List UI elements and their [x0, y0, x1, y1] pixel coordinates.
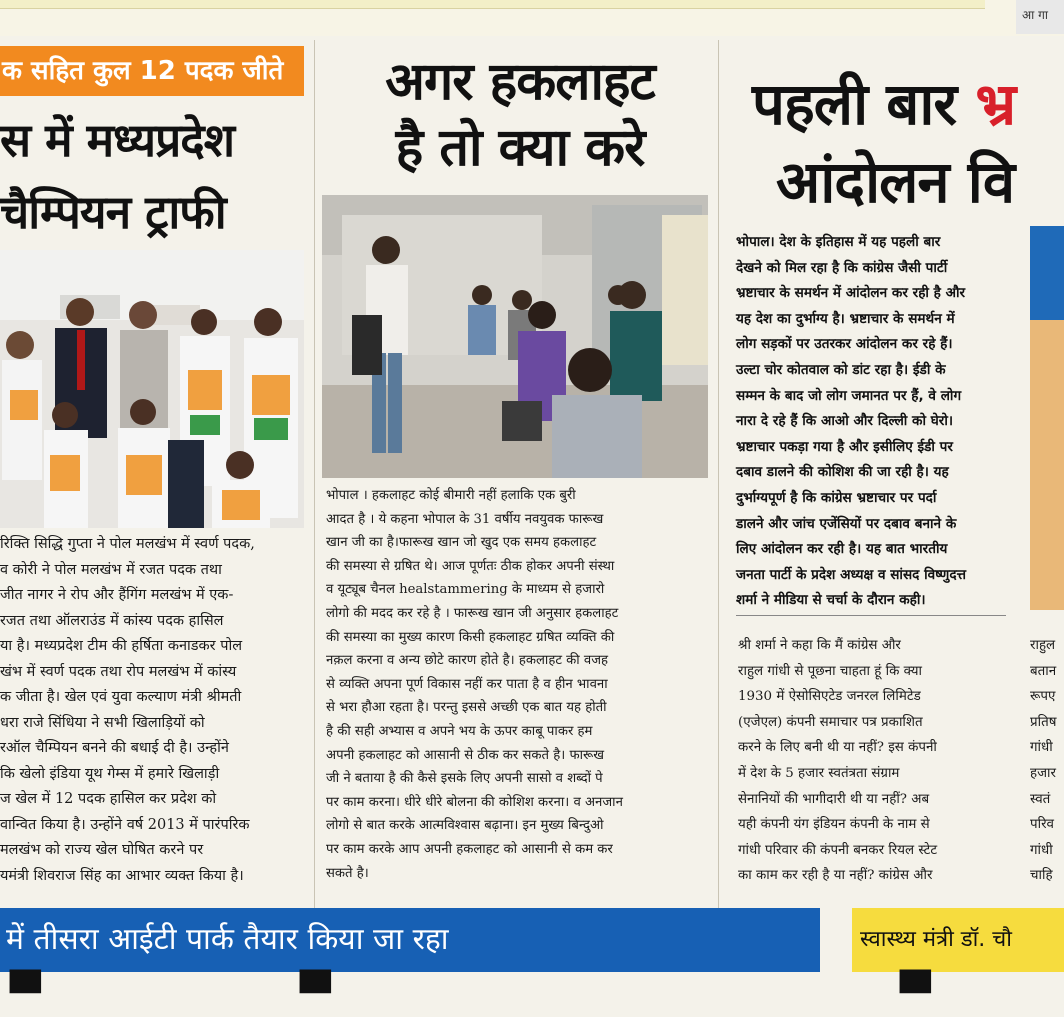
- right-article-body: [738, 633, 1010, 903]
- right-headline-text: [752, 70, 1015, 138]
- text-line: देखने को मिल रहा है कि कांग्रेस जैसी पार्टी: [736, 259, 948, 276]
- previous-article-edge: [0, 0, 985, 9]
- left-banner: क सहित कुल 12 पदक जीते: [0, 46, 304, 96]
- text-line: यह देश का दुर्भाग्य है। भ्रष्टाचार के समर्थन में: [736, 310, 955, 327]
- lead-divider: [736, 615, 1006, 616]
- text-line: भ्रष्टाचार पकड़ा गया है और इसीलिए ईडी पर: [736, 438, 953, 455]
- column-divider: [314, 40, 315, 910]
- next-headline-edge: [0, 971, 1064, 1017]
- text-line: पर काम करके आप अपनी हकलाहट को आसानी से कम कर: [326, 841, 613, 857]
- text-line: जीत नागर ने रोप और हैंगिंग मलखंभ में एक-: [0, 587, 234, 603]
- left-headline-line-1: स में मध्यप्रदेश: [0, 113, 234, 167]
- text-line: व कोरी ने पोल मलखंभ में रजत पदक तथा: [0, 561, 222, 578]
- right-edge-photo-top: [1030, 226, 1064, 320]
- text-line: गांधी परिवार की कंपनी बनकर रियल स्टेट: [738, 842, 938, 858]
- text-line: लोगो से बात करके आत्मविश्वास बढ़ाना। इन मुख्य बिन्दुओ: [326, 818, 604, 834]
- text-line: लोगो की मदद कर रहे है । फारूख खान जी अनुसार हकलाहट: [326, 605, 619, 621]
- text-line: आदत है । ये कहना भोपाल के 31 वर्षीय नवयुवक फारूख: [326, 511, 604, 527]
- text-line: या है। मध्यप्रदेश टीम की हर्षिता कनाडकर पोल: [0, 638, 243, 654]
- middle-headline-line-1: अगर हकलाहट: [385, 52, 655, 112]
- text-line: बतान: [1030, 663, 1057, 679]
- left-photo-athletes: [0, 250, 304, 528]
- text-line: धरा राजे सिंधिया ने सभी खिलाड़ियों को: [0, 714, 205, 731]
- text-line: से भरा हौआ रहता है। परन्तु इससे अच्छी एक बात यह होती: [326, 700, 607, 716]
- text-line: का काम कर रही है या नहीं? कांग्रेस और: [738, 868, 933, 884]
- cut-glyph: ▀: [10, 971, 41, 1017]
- text-line: रिक्ति सिद्धि गुप्ता ने पोल मलखंभ में स्वर्ण पदक,: [0, 536, 255, 552]
- top-right-tag: आ गा: [1022, 8, 1048, 22]
- text-line: सम्मन के बाद जो लोग जमानत पर हैं, वे लोग: [736, 387, 962, 404]
- text-line: गांधी: [1030, 740, 1053, 756]
- right-headline-line-2: आंदोलन वि: [776, 148, 1015, 216]
- left-headline-line-2: चैम्पियन ट्राफी: [0, 185, 226, 239]
- text-line: 1930 में ऐसोसिएटेड जनरल लिमिटेड: [738, 689, 921, 705]
- text-line: में देश के 5 हजार स्वतंत्रता संग्राम: [738, 765, 900, 781]
- bottom-yellow-banner: स्वास्थ्य मंत्री डॉ. चौ: [852, 908, 1064, 972]
- cut-glyph: ▀: [300, 971, 331, 1017]
- text-line: यही कंपनी यंग इंडियन कंपनी के नाम से: [738, 817, 930, 833]
- text-line: गांधी: [1030, 842, 1053, 858]
- text-line: श्री शर्मा ने कहा कि मैं कांग्रेस और: [738, 638, 901, 653]
- text-line: खान जी का है।फारूख खान जो खुद एक समय हकलाहट: [326, 535, 597, 551]
- text-line: की समस्या से ग्रषित थे। आज पूर्णतः ठीक होकर अपनी संस्था: [326, 558, 615, 574]
- headline-part: पहली बार: [752, 70, 976, 138]
- athletes-photo-image: [0, 250, 304, 528]
- middle-article-body: [326, 484, 710, 908]
- top-strip: [0, 0, 1064, 36]
- text-line: भोपाल। देश के इतिहास में यह पहली बार: [736, 234, 941, 250]
- text-line: रूपए: [1030, 689, 1056, 705]
- text-line: राहुल: [1030, 638, 1056, 653]
- cut-glyph: ▀: [900, 971, 931, 1017]
- text-line: जी ने बताया है की कैसे इसके लिए अपनी सासो व शब्दों पे: [326, 771, 603, 787]
- middle-photo-session: [322, 195, 708, 478]
- text-line: खंभ में स्वर्ण पदक तथा रोप मलखंभ में कांस्य: [0, 663, 237, 680]
- text-line: कि खेलो इंडिया यूथ गेम्स में हमारे खिलाड़ी: [0, 765, 220, 782]
- text-line: परिव: [1030, 817, 1054, 833]
- left-article-body: [0, 532, 306, 902]
- text-line: ज खेल में 12 पदक हासिल कर प्रदेश को: [0, 791, 217, 807]
- text-line: सेनानियों की भागीदारी थी या नहीं? अब: [738, 791, 930, 807]
- right-edge-photo: [1030, 320, 1064, 610]
- session-photo-image: [322, 195, 708, 478]
- text-line: उल्टा चोर कोतवाल को डांट रहा है। ईडी के: [736, 361, 946, 378]
- right-edge-column: [1030, 633, 1064, 903]
- text-line: भोपाल । हकलाहट कोई बीमारी नहीं हलाकि एक बुरी: [326, 488, 576, 503]
- text-line: यमंत्री शिवराज सिंह का आभार व्यक्त किया है।: [0, 867, 244, 884]
- text-line: क जीता है। खेल एवं युवा कल्याण मंत्री श्रीमती: [0, 689, 242, 705]
- text-line: प्रतिष: [1030, 714, 1057, 730]
- text-line: से व्यक्ति अपना पूर्ण विकास नहीं कर पाता है व हीन भावना: [326, 676, 608, 692]
- text-line: राहुल गांधी से पूछना चाहता हूं कि क्या: [738, 663, 923, 679]
- text-line: नक़ल करना व अन्य छोटे कारण होते है। हकलाहट की वजह: [326, 653, 609, 669]
- text-line: शर्मा ने मीडिया से चर्चा के दौरान कही।: [736, 592, 926, 609]
- text-line: है की सही अभ्यास व अपने भय के ऊपर काबू पाकर हम: [326, 723, 593, 739]
- text-line: अपनी हकलाहट को आसानी से ठीक कर सकते है। फारूख: [326, 747, 605, 763]
- text-line: वान्वित किया है। उन्होंने वर्ष 2013 में पारंपरिक: [0, 816, 250, 833]
- middle-headline-line-2: है तो क्या करे: [395, 118, 645, 178]
- text-line: करने के लिए बनी थी या नहीं? इस कंपनी: [738, 740, 937, 756]
- text-line: स्वतं: [1030, 791, 1051, 807]
- headline-part-red: भ्र: [975, 70, 1016, 138]
- text-line: व यूट्यूब चैनल healstammering के माध्यम से हजारो: [326, 582, 605, 598]
- bottom-blue-banner: में तीसरा आईटी पार्क तैयार किया जा रहा: [0, 908, 820, 972]
- text-line: चाहि: [1030, 868, 1053, 884]
- text-line: भ्रष्टाचार के समर्थन में आंदोलन कर रही है और: [736, 285, 966, 302]
- text-line: (एजेएल) कंपनी समाचार पत्र प्रकाशित: [738, 714, 923, 730]
- text-line: दुर्भाग्यपूर्ण है कि कांग्रेस भ्रष्टाचार पर पर्दा: [736, 489, 937, 506]
- text-line: जनता पार्टी के प्रदेश अध्यक्ष व सांसद विष्णुदत्त: [736, 566, 966, 583]
- text-line: लोग सड़कों पर उतरकर आंदोलन कर रहे हैं।: [736, 336, 953, 353]
- text-line: सकते है।: [326, 865, 369, 881]
- text-line: की समस्या का मुख्य कारण किसी हकलाहट ग्रषित व्यक्ति की: [326, 629, 615, 645]
- right-article-lead: [736, 230, 1026, 610]
- right-headline-line-1: [752, 70, 1064, 138]
- text-line: डालने और जांच एजेंसियों पर दबाव बनाने के: [736, 515, 957, 532]
- text-line: मलखंभ को राज्य खेल घोषित करने पर: [0, 842, 204, 858]
- text-line: रऑल चैम्पियन बनने की बधाई दी है। उन्होंने: [0, 740, 229, 756]
- text-line: नारा दे रहे हैं कि आओ और दिल्ली को घेरो।: [736, 413, 954, 430]
- text-line: रजत तथा ऑलराउंड में कांस्य पदक हासिल: [0, 612, 224, 629]
- text-line: दबाव डालने की कोशिश की जा रही है। यह: [736, 464, 949, 481]
- column-divider: [718, 40, 719, 910]
- text-line: पर काम करना। धीरे धीरे बोलना की कोशिश करना। व अनजान: [326, 794, 623, 810]
- text-line: हजार: [1030, 765, 1056, 781]
- text-line: लिए आंदोलन कर रही है। यह बात भारतीय: [736, 541, 948, 558]
